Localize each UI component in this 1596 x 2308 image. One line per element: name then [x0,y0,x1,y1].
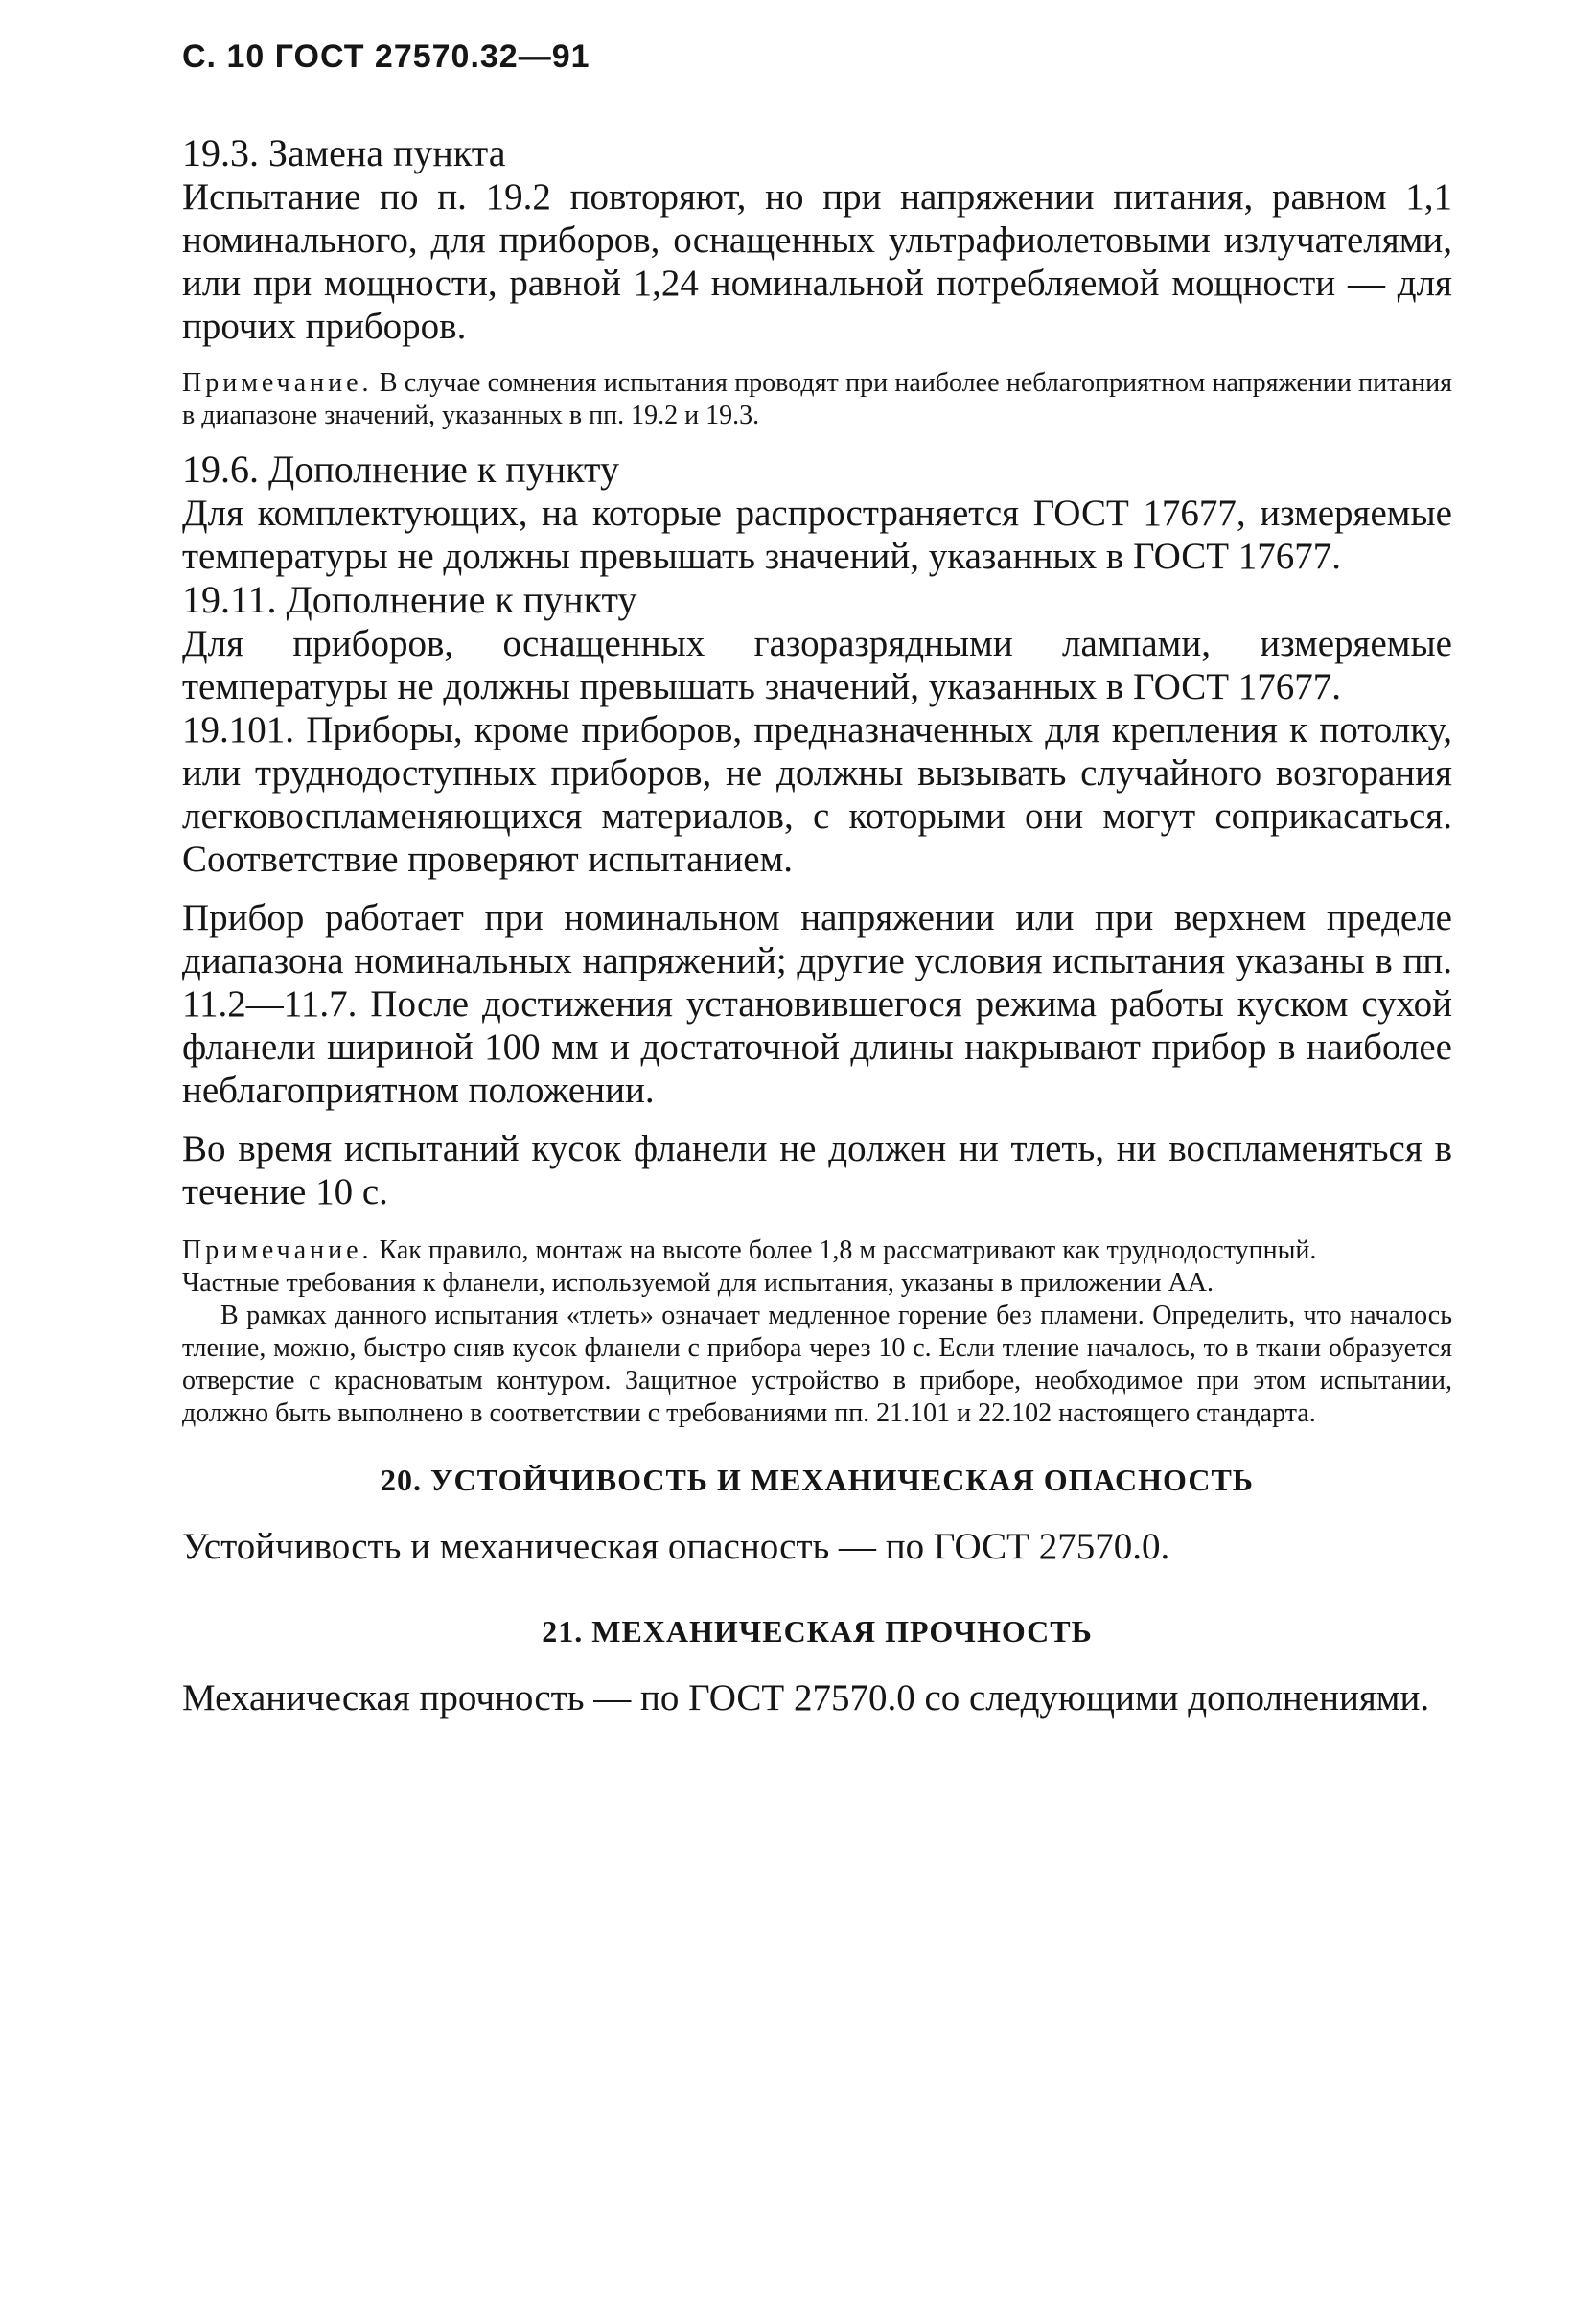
section-20-title: 20. УСТОЙЧИВОСТЬ И МЕХАНИЧЕСКАЯ ОПАСНОСТЬ [381,1463,1254,1497]
section-19-101-note-1 [182,1235,1452,1267]
section-19-101 [182,708,1452,1430]
note-label: Примечание. [182,1235,373,1265]
section-19-6-heading: 19.6. Дополнение к пункту [182,448,619,491]
section-19-3 [182,131,1452,432]
section-19-3-text: Испытание по п. 19.2 повторяют, но при напряжении питания, равном 1,1 номинального, для приборов, оснащенных ультрафиолетовыми излучателями, или при мощности, равной 1,24 номинальной потребляемой мощности — для прочих приборов. [182,176,1452,347]
note-text: Как правило, монтаж на высоте более 1,8 м рассматривают как труднодоступный. [372,1235,1317,1265]
section-20-text: Устойчивость и механическая опасность — по ГОСТ 27570.0. [182,1526,1170,1567]
section-21-title: 21. МЕХАНИЧЕСКАЯ ПРОЧНОСТЬ [542,1614,1093,1649]
section-19-3-heading: 19.3. Замена пункта [182,131,506,174]
section-19-11 [182,578,1452,708]
section-19-3-note [182,367,1452,432]
section-19-11-text: Для приборов, оснащенных газоразрядными лампами, измеряемые температуры не должны превышать значений, указанных в ГОСТ 17677. [182,623,1452,707]
section-20 [182,1463,1452,1568]
section-21 [182,1614,1452,1719]
section-19-101-note-2: Частные требования к фланели, используемой для испытания, указаны в приложении АА. [182,1268,1214,1298]
note-text: В случае сомнения испытания проводят при наиболее неблагоприятном напряжении питания в диапазоне значений, указанных в пп. 19.2 и 19.3. [182,368,1452,430]
section-19-6 [182,448,1452,578]
section-19-101-text-2: Прибор работает при номинальном напряжении или при верхнем пределе диапазона номинальных напряжений; другие условия испытания указаны в пп. 11.2—11.7. После достижения установившегося режима работы куском сухой фланели шириной 100 мм и достаточной длины накрывают прибор в наиболее неблагоприятном положении. [182,897,1452,1111]
page-header: С. 10 ГОСТ 27570.32—91 [182,38,590,75]
section-19-101-text-1: 19.101. Приборы, кроме приборов, предназначенных для крепления к потолку, или труднодоступных приборов, не должны вызывать случайного возгорания легковоспламеняющихся материалов, с которыми они могут соприкасаться. Соответствие проверяют испытанием. [182,709,1452,880]
note-label: Примечание. [182,368,373,398]
section-19-11-heading: 19.11. Дополнение к пункту [182,578,637,621]
section-19-101-note-3: В рамках данного испытания «тлеть» означает медленное горение без пламени. Определить, что началось тление, можно, быстро сняв кусок фланели с прибора через 10 с. Если тление началось, то в ткани образуется отверстие с красноватым контуром. Защитное устройство в приборе, необходимое при этом испытании, должно быть выполнено в соответствии с требованиями пп. 21.101 и 22.102 настоящего стандарта. [182,1301,1452,1428]
section-19-101-text-3: Во время испытаний кусок фланели не должен ни тлеть, ни воспламеняться в течение 10 с. [182,1128,1452,1212]
section-21-text: Механическая прочность — по ГОСТ 27570.0 со следующими дополнениями. [182,1677,1430,1719]
section-19-6-text: Для комплектующих, на которые распространяется ГОСТ 17677, измеряемые температуры не должны превышать значений, указанных в ГОСТ 17677. [182,493,1452,577]
